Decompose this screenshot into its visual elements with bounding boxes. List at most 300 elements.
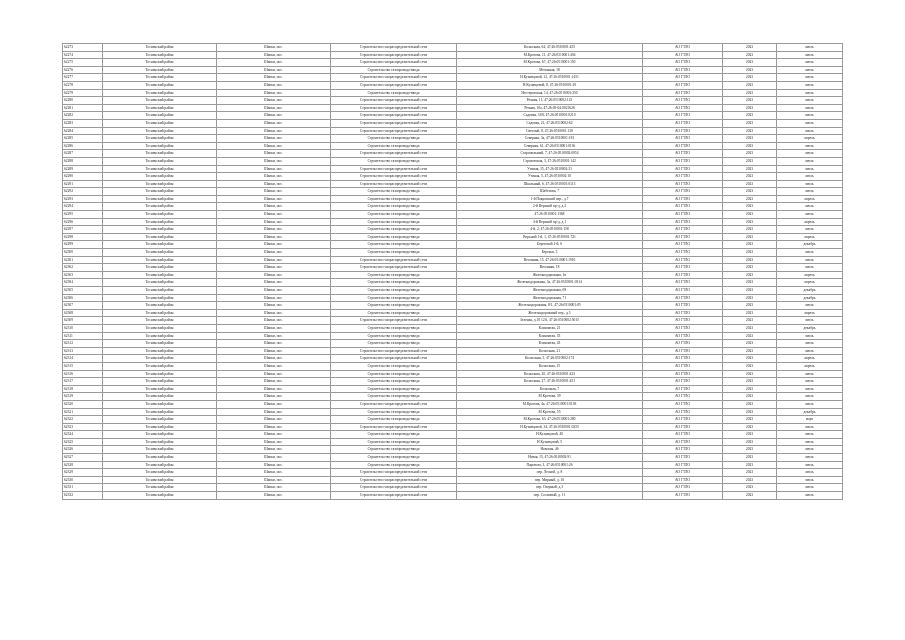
cell-settlement: Шапки, пос.: [217, 157, 331, 165]
cell-year: 2023: [723, 142, 777, 150]
cell-id: 62282: [63, 112, 103, 120]
cell-address: Клинчатая, 21: [457, 324, 643, 332]
cell-id: 62277: [63, 74, 103, 82]
cell-organization: АО ГТЛО: [643, 51, 723, 59]
cell-address: Паровоза, 3, 47:26:0510001:26: [457, 461, 643, 469]
cell-year: 2023: [723, 347, 777, 355]
cell-work-type: Строительство газораспределительной сети: [331, 97, 457, 105]
cell-address: Садовая, 31В, 47:26:0510001:0210: [457, 112, 643, 120]
cell-year: 2023: [723, 188, 777, 196]
cell-id: 62310: [63, 324, 103, 332]
table-row: [63, 66, 843, 74]
cell-id: 62298: [63, 233, 103, 241]
cell-id: 62288: [63, 157, 103, 165]
cell-settlement: Шапки, пос.: [217, 423, 331, 431]
table-row: [63, 408, 843, 416]
cell-year: 2023: [723, 127, 777, 135]
cell-id: 62296: [63, 218, 103, 226]
cell-settlement: Шапки, пос.: [217, 226, 331, 234]
cell-year: 2023: [723, 195, 777, 203]
cell-settlement: Шапки, пос.: [217, 195, 331, 203]
cell-address: Речная, 10а, 47:26:05-04:0021626: [457, 104, 643, 112]
cell-year: 2023: [723, 74, 777, 82]
cell-organization: АО ГТЛО: [643, 233, 723, 241]
cell-month: апрель: [777, 195, 843, 203]
cell-year: 2023: [723, 44, 777, 52]
cell-settlement: Шапки, пос.: [217, 378, 331, 386]
cell-district: Тосненский район: [103, 127, 217, 135]
cell-year: 2023: [723, 431, 777, 439]
cell-year: 2023: [723, 89, 777, 97]
table-row: [63, 362, 843, 370]
table-row: [63, 400, 843, 408]
cell-work-type: Строительство газопровода-ввода: [331, 241, 457, 249]
table-row: [63, 309, 843, 317]
cell-year: 2023: [723, 287, 777, 295]
cell-district: Тосненский район: [103, 112, 217, 120]
cell-month: июль: [777, 104, 843, 112]
cell-year: 2023: [723, 135, 777, 143]
cell-address: Н.Кузнецовой, 8, 47:26:0510001:29: [457, 81, 643, 89]
cell-id: 62322: [63, 416, 103, 424]
cell-organization: АО ГТЛО: [643, 446, 723, 454]
cell-month: июль: [777, 66, 843, 74]
table-row: [63, 264, 843, 272]
cell-address: Садовая, 21, 47:26:0510002:62: [457, 119, 643, 127]
cell-district: Тосненский район: [103, 309, 217, 317]
cell-work-type: Строительство газопровода-ввода: [331, 340, 457, 348]
cell-organization: АО ГТЛО: [643, 97, 723, 105]
cell-address: Н.Кузнецовой, 5: [457, 438, 643, 446]
cell-district: Тосненский район: [103, 347, 217, 355]
table-row: [63, 416, 843, 424]
cell-address: Березки, 3: [457, 249, 643, 257]
cell-district: Тосненский район: [103, 44, 217, 52]
table-row: [63, 279, 843, 287]
cell-organization: АО ГТЛО: [643, 355, 723, 363]
cell-settlement: Шапки, пос.: [217, 324, 331, 332]
cell-id: 62289: [63, 165, 103, 173]
cell-month: июль: [777, 484, 843, 492]
cell-district: Тосненский район: [103, 173, 217, 181]
cell-settlement: Шапки, пос.: [217, 218, 331, 226]
cell-year: 2023: [723, 378, 777, 386]
cell-id: 62314: [63, 355, 103, 363]
cell-district: Тосненский район: [103, 241, 217, 249]
cell-id: 62291: [63, 180, 103, 188]
cell-year: 2023: [723, 157, 777, 165]
cell-work-type: Строительство газопровода-ввода: [331, 89, 457, 97]
cell-id: 62286: [63, 142, 103, 150]
cell-month: июль: [777, 340, 843, 348]
cell-month: апрель: [777, 218, 843, 226]
cell-month: июль: [777, 317, 843, 325]
cell-id: 62312: [63, 340, 103, 348]
cell-year: 2023: [723, 165, 777, 173]
cell-settlement: Шапки, пос.: [217, 492, 331, 500]
cell-district: Тосненский район: [103, 476, 217, 484]
cell-district: Тосненский район: [103, 264, 217, 272]
cell-district: Тосненский район: [103, 385, 217, 393]
cell-id: 62313: [63, 347, 103, 355]
cell-address: Колхозная, 64, 47:26:0510001:455: [457, 44, 643, 52]
cell-work-type: Строительство газораспределительной сети: [331, 317, 457, 325]
cell-work-type: Строительство газопровода-ввода: [331, 226, 457, 234]
cell-id: 62317: [63, 378, 103, 386]
cell-organization: АО ГТЛО: [643, 309, 723, 317]
cell-year: 2023: [723, 112, 777, 120]
cell-address: Светлый, 8, 47:26:0510001:130: [457, 127, 643, 135]
cell-year: 2023: [723, 302, 777, 310]
table-body: [63, 44, 843, 500]
cell-district: Тосненский район: [103, 135, 217, 143]
cell-address: 4-й Верхний пр-д, д.1: [457, 218, 643, 226]
table-row: [63, 355, 843, 363]
cell-organization: АО ГТЛО: [643, 173, 723, 181]
cell-address: Утиная, 5, 47:26:0510002:10: [457, 173, 643, 181]
cell-work-type: Строительство газораспределительной сети: [331, 469, 457, 477]
cell-organization: АО ГТЛО: [643, 469, 723, 477]
cell-year: 2023: [723, 423, 777, 431]
cell-id: 62273: [63, 44, 103, 52]
table-row: [63, 423, 843, 431]
cell-work-type: Строительство газопровода-ввода: [331, 370, 457, 378]
table-row: [63, 454, 843, 462]
cell-settlement: Шапки, пос.: [217, 340, 331, 348]
cell-year: 2023: [723, 309, 777, 317]
cell-organization: АО ГТЛО: [643, 332, 723, 340]
cell-id: 62275: [63, 59, 103, 67]
cell-organization: АО ГТЛО: [643, 59, 723, 67]
cell-settlement: Шапки, пос.: [217, 484, 331, 492]
cell-district: Тосненский район: [103, 249, 217, 257]
cell-year: 2023: [723, 150, 777, 158]
cell-district: Тосненский район: [103, 188, 217, 196]
cell-year: 2023: [723, 81, 777, 89]
table-row: [63, 142, 843, 150]
cell-district: Тосненский район: [103, 469, 217, 477]
cell-id: 62279: [63, 89, 103, 97]
cell-district: Тосненский район: [103, 393, 217, 401]
cell-district: Тосненский район: [103, 294, 217, 302]
table-row: [63, 393, 843, 401]
cell-month: апрель: [777, 135, 843, 143]
cell-year: 2023: [723, 446, 777, 454]
cell-address: 4-й, 2, 47:26:0510001:158: [457, 226, 643, 234]
cell-work-type: Строительство газопровода-ввода: [331, 233, 457, 241]
cell-work-type: Строительство газопровода-ввода: [331, 416, 457, 424]
cell-year: 2023: [723, 241, 777, 249]
table-row: [63, 241, 843, 249]
table-row: [63, 347, 843, 355]
cell-settlement: Шапки, пос.: [217, 317, 331, 325]
cell-month: июль: [777, 332, 843, 340]
cell-district: Тосненский район: [103, 74, 217, 82]
table-row: [63, 173, 843, 181]
table-row: [63, 104, 843, 112]
cell-work-type: Строительство газопровода-ввода: [331, 157, 457, 165]
cell-district: Тосненский район: [103, 287, 217, 295]
cell-year: 2023: [723, 119, 777, 127]
cell-district: Тосненский район: [103, 226, 217, 234]
cell-address: Страховская, 3, 47:26:0510001:142: [457, 157, 643, 165]
cell-address: Колхозная, 5, 47:26:0510002:174: [457, 355, 643, 363]
cell-work-type: Строительство газопровода-ввода: [331, 461, 457, 469]
table-row: [63, 484, 843, 492]
cell-year: 2023: [723, 340, 777, 348]
cell-year: 2023: [723, 469, 777, 477]
cell-address: Железнодорожная, 1в: [457, 271, 643, 279]
cell-settlement: Шапки, пос.: [217, 294, 331, 302]
cell-work-type: Строительство газопровода-ввода: [331, 446, 457, 454]
cell-address: Северная, 3а, 47:26:0510001:181: [457, 135, 643, 143]
cell-work-type: Строительство газопровода-ввода: [331, 218, 457, 226]
table-row: [63, 431, 843, 439]
cell-district: Тосненский район: [103, 211, 217, 219]
cell-address: М.Кротова, 55: [457, 408, 643, 416]
cell-year: 2023: [723, 51, 777, 59]
cell-settlement: Шапки, пос.: [217, 203, 331, 211]
cell-year: 2023: [723, 256, 777, 264]
table-row: [63, 340, 843, 348]
cell-id: 62301: [63, 256, 103, 264]
cell-address: Нестеровская, 14, 47:26:0510001:250: [457, 89, 643, 97]
cell-id: 62308: [63, 309, 103, 317]
cell-address: Колхозная, 20, 47:26:0510001:423: [457, 370, 643, 378]
cell-settlement: Шапки, пос.: [217, 51, 331, 59]
table-row: [63, 378, 843, 386]
cell-district: Тосненский район: [103, 492, 217, 500]
cell-id: 62306: [63, 294, 103, 302]
cell-district: Тосненский район: [103, 150, 217, 158]
cell-work-type: Строительство газопровода-ввода: [331, 135, 457, 143]
cell-organization: АО ГТЛО: [643, 264, 723, 272]
cell-address: Железнодорожная, 8/1, 47:26:0510001:85: [457, 302, 643, 310]
cell-organization: АО ГТЛО: [643, 347, 723, 355]
cell-month: декабрь: [777, 324, 843, 332]
cell-month: июль: [777, 150, 843, 158]
cell-work-type: Строительство газопровода-ввода: [331, 438, 457, 446]
cell-month: март: [777, 416, 843, 424]
cell-organization: АО ГТЛО: [643, 180, 723, 188]
cell-organization: АО ГТЛО: [643, 142, 723, 150]
cell-organization: АО ГТЛО: [643, 431, 723, 439]
cell-district: Тосненский район: [103, 97, 217, 105]
cell-work-type: Строительство газопровода-ввода: [331, 211, 457, 219]
cell-settlement: Шапки, пос.: [217, 264, 331, 272]
cell-address: Береговой 2-й, 6: [457, 241, 643, 249]
cell-id: 62324: [63, 431, 103, 439]
cell-work-type: Строительство газопровода-ввода: [331, 279, 457, 287]
table-row: [63, 195, 843, 203]
cell-work-type: Строительство газораспределительной сети: [331, 492, 457, 500]
cell-month: июль: [777, 112, 843, 120]
cell-organization: АО ГТЛО: [643, 302, 723, 310]
table-row: [63, 97, 843, 105]
cell-work-type: Строительство газопровода-ввода: [331, 287, 457, 295]
table-row: [63, 211, 843, 219]
table-row: [63, 59, 843, 67]
cell-district: Тосненский район: [103, 416, 217, 424]
cell-organization: АО ГТЛО: [643, 89, 723, 97]
cell-settlement: Шапки, пос.: [217, 81, 331, 89]
cell-work-type: Строительство газораспределительной сети: [331, 400, 457, 408]
cell-settlement: Шапки, пос.: [217, 469, 331, 477]
cell-organization: АО ГТЛО: [643, 188, 723, 196]
cell-work-type: Строительство газопровода-ввода: [331, 271, 457, 279]
table-row: [63, 294, 843, 302]
cell-year: 2023: [723, 218, 777, 226]
cell-month: июль: [777, 44, 843, 52]
cell-address: 1-й Покровский пер., д.7: [457, 195, 643, 203]
table-row: [63, 226, 843, 234]
table-row: [63, 249, 843, 257]
cell-address: Весенняя, 15, 47:26:0510001:1916: [457, 256, 643, 264]
cell-settlement: Шапки, пос.: [217, 287, 331, 295]
table-row: [63, 218, 843, 226]
cell-year: 2023: [723, 180, 777, 188]
cell-settlement: Шапки, пос.: [217, 135, 331, 143]
cell-district: Тосненский район: [103, 104, 217, 112]
cell-settlement: Шапки, пос.: [217, 454, 331, 462]
cell-year: 2023: [723, 393, 777, 401]
cell-month: июль: [777, 438, 843, 446]
cell-work-type: Строительство газораспределительной сети: [331, 44, 457, 52]
cell-district: Тосненский район: [103, 362, 217, 370]
cell-district: Тосненский район: [103, 157, 217, 165]
table-row: [63, 469, 843, 477]
cell-settlement: Шапки, пос.: [217, 249, 331, 257]
cell-district: Тосненский район: [103, 423, 217, 431]
cell-id: 62332: [63, 492, 103, 500]
cell-work-type: Строительство газопровода-ввода: [331, 454, 457, 462]
cell-month: июль: [777, 119, 843, 127]
cell-organization: АО ГТЛО: [643, 294, 723, 302]
cell-district: Тосненский район: [103, 203, 217, 211]
cell-month: апрель: [777, 233, 843, 241]
cell-year: 2023: [723, 461, 777, 469]
cell-district: Тосненский район: [103, 66, 217, 74]
cell-organization: АО ГТЛО: [643, 317, 723, 325]
table-row: [63, 438, 843, 446]
cell-district: Тосненский район: [103, 370, 217, 378]
table-row: [63, 385, 843, 393]
cell-year: 2023: [723, 226, 777, 234]
cell-year: 2023: [723, 484, 777, 492]
cell-month: июль: [777, 446, 843, 454]
cell-work-type: Строительство газораспределительной сети: [331, 355, 457, 363]
cell-address: Школьный, 6, 47:26:0510001:0113: [457, 180, 643, 188]
cell-month: июль: [777, 302, 843, 310]
cell-organization: АО ГТЛО: [643, 127, 723, 135]
cell-address: Н.Кузнецовой, 34, 47:26:0510001:0255: [457, 423, 643, 431]
cell-month: июль: [777, 59, 843, 67]
cell-address: пер. Озерный, д.3: [457, 484, 643, 492]
table-row: [63, 81, 843, 89]
cell-work-type: Строительство газопровода-ввода: [331, 408, 457, 416]
table-row: [63, 150, 843, 158]
cell-work-type: Строительство газопровода-ввода: [331, 393, 457, 401]
cell-address: Колхозная, 21: [457, 347, 643, 355]
cell-month: июль: [777, 142, 843, 150]
cell-address: Зеленая, д.10 12А, 47:26:0510002:5015: [457, 317, 643, 325]
cell-settlement: Шапки, пос.: [217, 165, 331, 173]
cell-settlement: Шапки, пос.: [217, 180, 331, 188]
cell-year: 2023: [723, 97, 777, 105]
cell-year: 2023: [723, 173, 777, 181]
cell-id: 62278: [63, 81, 103, 89]
cell-month: июль: [777, 188, 843, 196]
table-row: [63, 446, 843, 454]
cell-settlement: Шапки, пос.: [217, 97, 331, 105]
cell-month: июль: [777, 203, 843, 211]
cell-month: июль: [777, 476, 843, 484]
cell-settlement: Шапки, пос.: [217, 74, 331, 82]
cell-organization: АО ГТЛО: [643, 416, 723, 424]
table-row: [63, 370, 843, 378]
cell-organization: АО ГТЛО: [643, 249, 723, 257]
cell-month: июль: [777, 74, 843, 82]
cell-organization: АО ГТЛО: [643, 157, 723, 165]
cell-work-type: Строительство газораспределительной сети: [331, 173, 457, 181]
cell-settlement: Шапки, пос.: [217, 408, 331, 416]
cell-id: 62276: [63, 66, 103, 74]
cell-id: 62300: [63, 249, 103, 257]
cell-settlement: Шапки, пос.: [217, 142, 331, 150]
cell-work-type: Строительство газопровода-ввода: [331, 302, 457, 310]
cell-work-type: Строительство газопровода-ввода: [331, 66, 457, 74]
cell-settlement: Шапки, пос.: [217, 119, 331, 127]
cell-address: Шабелова, 7: [457, 188, 643, 196]
cell-id: 62274: [63, 51, 103, 59]
cell-address: Верхний 1-й, 1, 47:26:0510001:721: [457, 233, 643, 241]
cell-year: 2023: [723, 264, 777, 272]
cell-district: Тосненский район: [103, 256, 217, 264]
cell-month: июль: [777, 385, 843, 393]
cell-district: Тосненский район: [103, 317, 217, 325]
cell-organization: АО ГТЛО: [643, 385, 723, 393]
cell-year: 2023: [723, 492, 777, 500]
cell-address: Н.Кузнецовой, 40: [457, 431, 643, 439]
cell-address: Утиная, 15, 47:26:0510002:31: [457, 165, 643, 173]
table-row: [63, 317, 843, 325]
cell-organization: АО ГТЛО: [643, 150, 723, 158]
cell-id: 62318: [63, 385, 103, 393]
cell-settlement: Шапки, пос.: [217, 416, 331, 424]
cell-work-type: Строительство газопровода-ввода: [331, 385, 457, 393]
cell-id: 62319: [63, 393, 103, 401]
cell-id: 62311: [63, 332, 103, 340]
cell-district: Тосненский район: [103, 271, 217, 279]
cell-work-type: Строительство газораспределительной сети: [331, 127, 457, 135]
cell-settlement: Шапки, пос.: [217, 271, 331, 279]
cell-organization: АО ГТЛО: [643, 362, 723, 370]
cell-work-type: Строительство газопровода-ввода: [331, 294, 457, 302]
cell-organization: АО ГТЛО: [643, 135, 723, 143]
cell-organization: АО ГТЛО: [643, 74, 723, 82]
cell-address: М.Кротова, 4а, 47:26:0510001:0138: [457, 400, 643, 408]
table-row: [63, 324, 843, 332]
table-row: [63, 119, 843, 127]
table-row: [63, 233, 843, 241]
cell-id: 62320: [63, 400, 103, 408]
cell-year: 2023: [723, 355, 777, 363]
cell-settlement: Шапки, пос.: [217, 66, 331, 74]
table-row: [63, 180, 843, 188]
cell-month: июль: [777, 370, 843, 378]
cell-organization: АО ГТЛО: [643, 271, 723, 279]
cell-work-type: Строительство газопровода-ввода: [331, 188, 457, 196]
